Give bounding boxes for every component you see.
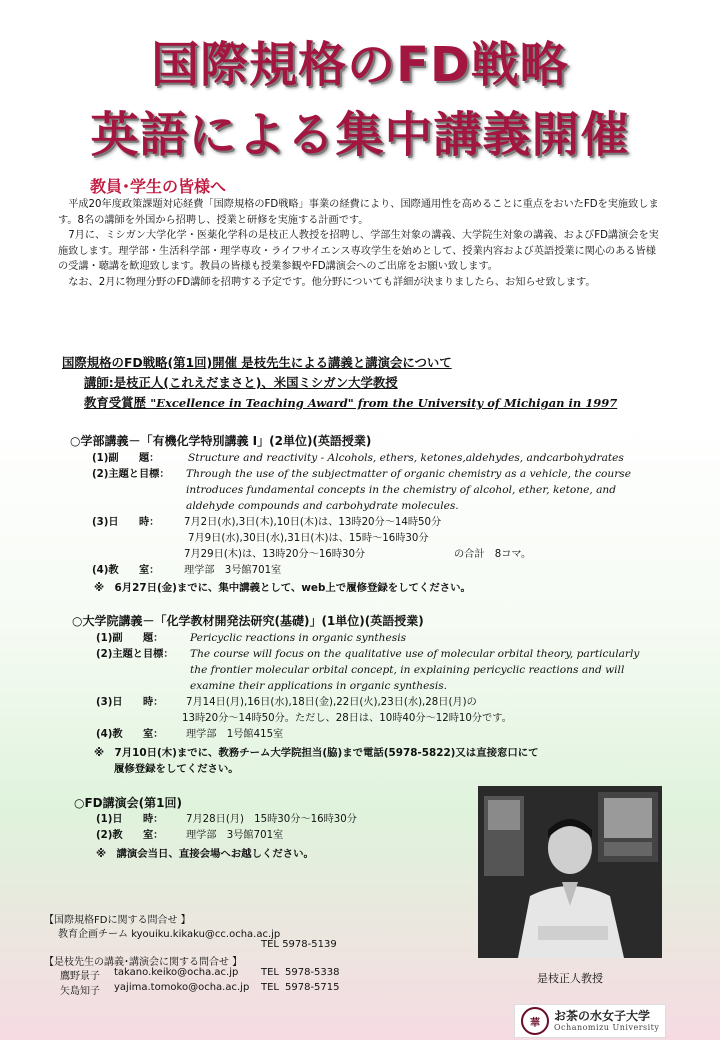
undergrad-theme-line: introduces fundamental concepts in the chemistry of alcohol, ether, ketone, and [186,484,617,496]
undergrad-room-row [92,563,672,579]
grad-subject: Pericyclic reactions in organic synthesis [190,632,407,644]
theme-label: (2)主題と目標： [92,469,170,480]
intro-paragraph-3: なお、2月に物理分野のFD講師を招聘する予定です。他分野についても詳細が決まりましたら、お知らせ致します。 [68,276,596,288]
undergrad-date-line: 7月2日(水),3日(木),10日(木)は、13時20分～14時50分 [184,517,442,528]
contact-person-email[interactable]: yajima.tomoko@ocha.ac.jp [114,982,250,993]
undergrad-room: 理学部 3号館701室 [184,565,282,576]
grad-date-line: 13時20分～14時50分。ただし、28日は、10時40分～12時10分です。 [182,713,512,724]
fd-contact-email[interactable]: kyouiku.kikaku@cc.ocha.ac.jp [131,929,281,940]
grad-date-row [96,695,676,727]
intro-text [58,197,666,291]
undergrad-subject: Structure and reactivity - Alcohols, ethers, ketones,aldehydes, andcarbohydrates [188,452,624,464]
grad-note-line: 履修登録をしてください。 [114,763,239,775]
grad-note-line: ※ 7月10日(木)までに、教務チーム大学院担当(脇)まで電話(5978-5822)又は直接窓口にて [94,747,539,759]
theme-label: (2)主題と目標： [96,649,174,660]
undergrad-note: ※ 6月27日(金)までに、集中講義として、web上で履修登録をしてください。 [94,582,471,594]
undergrad-course-title: ○学部講義－「有機化学特別講義 Ⅰ」(2単位)(英語授業) [70,434,372,448]
award-label: 教育受賞歴 [84,395,151,410]
grad-theme-row [96,647,676,695]
university-name [554,1009,659,1033]
greeting: 教員･学生の皆様へ [90,177,227,196]
grad-theme-line: The course will focus on the qualitative use of molecular orbital theory, particularly [190,648,640,660]
intro-paragraph-2: 7月に、ミシガン大学化学・医薬化学科の是枝正人教授を招聘し、学部生対象の講義、大学院生対象の講義、およびFD講演会を実施致します。理学部・生活科学部・理学専攻・ライフサイエンス専攻学生を始めとして、授業内容および英語授業に関心のある皆様の受講・聴講を歓迎致します。教員の皆様も授業参観やFD講演会へのご出席をお願い致します。 [58,230,659,273]
tel-label: TEL [261,982,279,993]
fd-contact-header: 【国際規格FDに関する問合せ 】 [44,915,191,926]
subject-label: (1)副 題： [92,453,160,464]
fd-lecture-title: ○FD講演会(第1回) [74,796,182,810]
university-name-en: Ochanomizu University [554,1023,660,1032]
contact-person-tel: 5978-5715 [285,982,340,993]
grad-theme-line: examine their applications in organic synthesis. [190,680,448,692]
undergrad-date-line: 7月29日(木)は、13時20分～16時30分 [184,549,366,560]
contact-person [60,967,360,981]
subject-label: (1)副 題： [96,633,164,644]
undergrad-subject-row [92,451,672,467]
undergrad-theme-line: Through the use of the subjectmatter of organic chemistry as a vehicle, the course [186,468,631,480]
grad-date-line: 7月14日(月),16日(水),18日(金),22日(火),23日(水),28日(月)の [186,697,477,708]
university-seal-icon: 華 [521,1007,549,1035]
fd-lecture-note: ※ 講演会当日、直接会場へお越しください。 [96,848,314,860]
grad-subject-row [96,631,676,647]
grad-course-title: ○大学院講義－「化学教材開発法研究(基礎)」(1単位)(英語授業) [72,614,424,628]
university-name-ja: お茶の水女子大学 [554,1009,651,1023]
fd-contact-line [58,925,280,940]
professor-photo [478,786,662,958]
contact-person-name: 鷹野景子 [60,971,100,982]
lecturer-line: 講師:是枝正人(これえだまさと)、米国ミシガン大学教授 [84,375,398,390]
grad-room-row [96,727,676,743]
photo-caption: 是枝正人教授 [537,972,603,985]
intro-paragraph-1: 平成20年度政策課題対応経費「国際規格のFD戦略」事業の経費により、国際通用性を高めることに重点をおいたFDを実施致します。8名の講師を外国から招聘し、授業と研修を実施する計画です。 [58,199,659,226]
undergrad-theme-row [92,467,672,515]
fd-lecture-room-row [96,828,476,844]
room-label: (4)教 室： [92,565,160,576]
undergrad-total: の合計 8コマ。 [454,549,532,560]
undergrad-date-row [92,515,672,563]
lecture-contact-header: 【是枝先生の講義･講演会に関する問合せ 】 [44,957,243,968]
award-line [84,393,617,411]
contact-person-email[interactable]: takano.keiko@ocha.ac.jp [114,967,239,978]
date-label: (3)日 時： [96,697,164,708]
undergrad-date-line: 7月9日(水),30日(水),31日(木)は、15時～16時30分 [188,533,429,544]
grad-theme-line: the frontier molecular orbital concept, in explaining pericyclic reactions and will [190,664,625,676]
contact-person-name: 矢島知子 [60,986,100,997]
contact-person [60,982,360,996]
fd-lecture-date-row [96,812,476,828]
main-title-line1: 国際規格のFD戦略 [151,37,569,93]
event-heading: 国際規格のFD戦略(第1回)開催 是枝先生による講義と講演会について [62,355,452,370]
room-label: (4)教 室： [96,729,164,740]
fd-contact-tel: 5978-5139 [282,939,337,950]
fd-lecture-date: 7月28日(月) 15時30分～16時30分 [186,814,357,825]
room-label: (2)教 室： [96,830,164,841]
grad-room: 理学部 1号館415室 [186,729,284,740]
main-title-line2: 英語による集中講義開催 [90,107,630,163]
fd-lecture-room: 理学部 3号館701室 [186,830,284,841]
fd-contact-tel-line [261,939,337,950]
contact-person-tel: 5978-5338 [285,967,340,978]
tel-label: TEL [261,967,279,978]
tel-label: TEL [261,939,279,950]
fd-contact-team: 教育企画チーム [58,929,128,940]
university-logo [514,1004,666,1038]
professor-photo-image [478,786,662,958]
date-label: (3)日 時： [92,517,160,528]
undergrad-theme-line: aldehyde compounds and carbohydrate molecules. [186,500,459,512]
date-label: (1)日 時： [96,814,164,825]
award-name: "Excellence in Teaching Award" from the University of Michigan in 1997 [150,396,618,410]
